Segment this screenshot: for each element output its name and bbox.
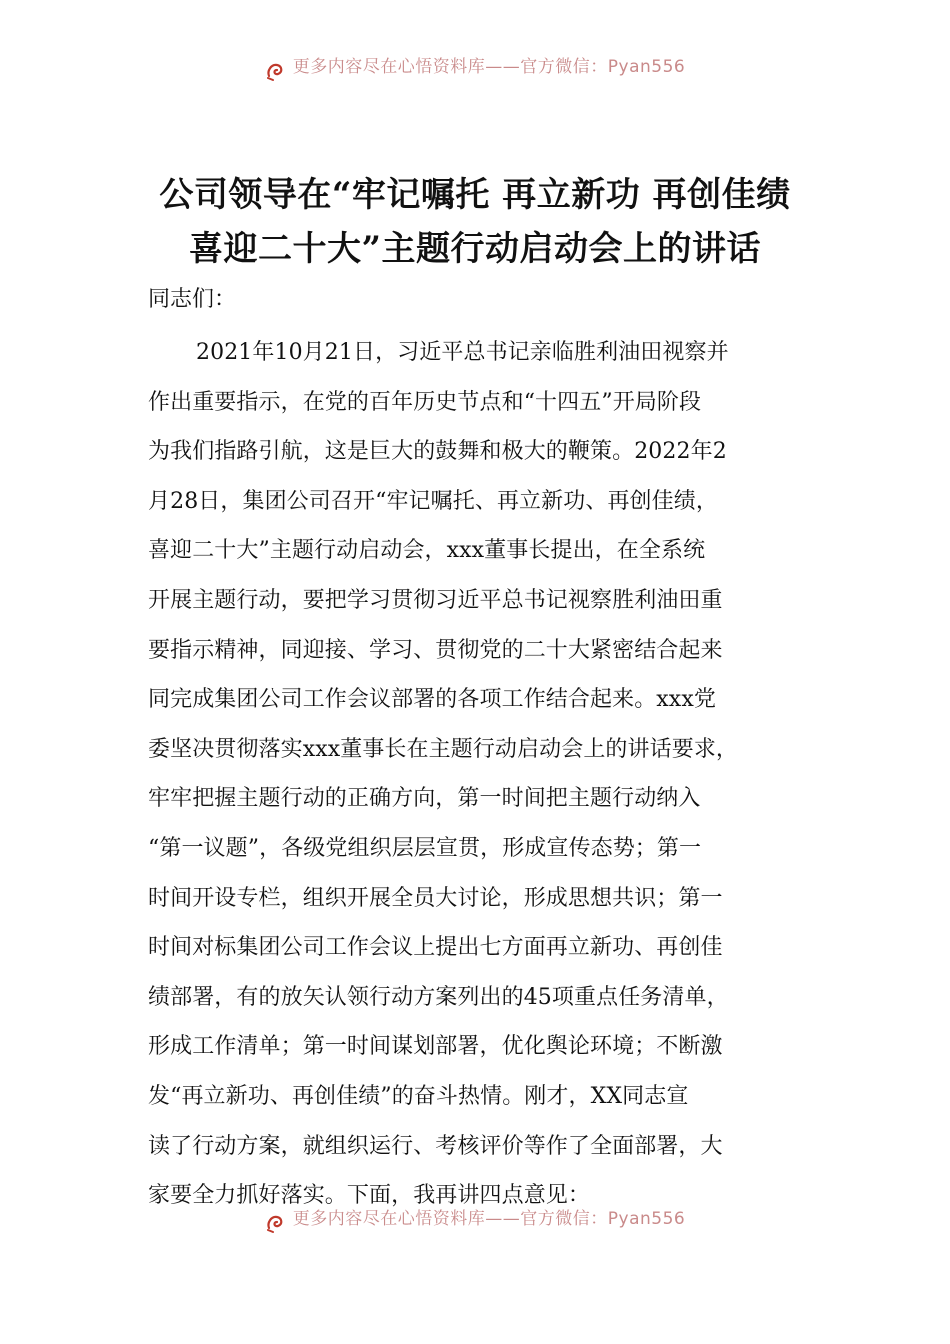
watermark-header bbox=[0, 56, 950, 86]
paragraph-line: 喜迎二十大”主题行动启动会，xxx董事长提出，在全系统 bbox=[148, 538, 706, 564]
red-spiral-logo-icon bbox=[265, 61, 287, 81]
paragraph-line: 形成工作清单；第一时间谋划部署，优化舆论环境；不断激 bbox=[148, 1034, 723, 1060]
paragraph-line: 要指示精神，同迎接、学习、贯彻党的二十大紧密结合起来 bbox=[148, 637, 723, 663]
paragraph-line: 时间开设专栏，组织开展全员大讨论，形成思想共识；第一 bbox=[148, 885, 723, 911]
paragraph-line: 时间对标集团公司工作会议上提出七方面再立新功、再创佳 bbox=[148, 935, 723, 961]
paragraph-line: 2021年10月21日，习近平总书记亲临胜利油田视察并 bbox=[196, 340, 729, 365]
red-spiral-logo-icon bbox=[265, 1213, 287, 1233]
paragraph-line: 发“再立新功、再创佳绩”的奋斗热情。刚才，XX同志宣 bbox=[148, 1083, 689, 1109]
paragraph-line: “第一议题”，各级党组织层层宣贯，形成宣传态势；第一 bbox=[148, 835, 702, 861]
paragraph-line: 读了行动方案，就组织运行、考核评价等作了全面部署，大 bbox=[148, 1133, 723, 1159]
paragraph-line: 家要全力抓好落实。下面，我再讲四点意见： bbox=[148, 1183, 591, 1209]
title-line: 喜迎二十大”主题行动启动会上的讲话 bbox=[188, 229, 762, 269]
paragraph-line: 月28日，集团公司召开“牢记嘱托、再立新功、再创佳绩， bbox=[148, 488, 718, 514]
document-title bbox=[100, 168, 850, 276]
paragraph-line: 同完成集团公司工作会议部署的各项工作结合起来。xxx党 bbox=[148, 687, 716, 713]
watermark-footer bbox=[0, 1208, 950, 1238]
paragraph-line: 开展主题行动，要把学习贯彻习近平总书记视察胜利油田重 bbox=[148, 587, 723, 613]
title-line: 公司领导在“牢记嘱托 再立新功 再创佳绩 bbox=[159, 175, 791, 215]
body-paragraph bbox=[148, 328, 812, 1221]
paragraph-line: 委坚决贯彻落实xxx董事长在主题行动启动会上的讲话要求， bbox=[148, 736, 739, 762]
paragraph-line: 绩部署，有的放矢认领行动方案列出的45项重点任务清单， bbox=[148, 984, 729, 1010]
paragraph-line: 牢牢把握主题行动的正确方向，第一时间把主题行动纳入 bbox=[148, 786, 701, 812]
watermark-text: 更多内容尽在心悟资料库——官方微信：Pyan556 bbox=[292, 1208, 686, 1229]
paragraph-line: 作出重要指示，在党的百年历史节点和“十四五”开局阶段 bbox=[148, 389, 702, 415]
watermark-text: 更多内容尽在心悟资料库——官方微信：Pyan556 bbox=[292, 56, 686, 77]
salutation: 同志们： bbox=[148, 287, 237, 312]
paragraph-line: 为我们指路引航，这是巨大的鼓舞和极大的鞭策。2022年2 bbox=[148, 439, 727, 465]
